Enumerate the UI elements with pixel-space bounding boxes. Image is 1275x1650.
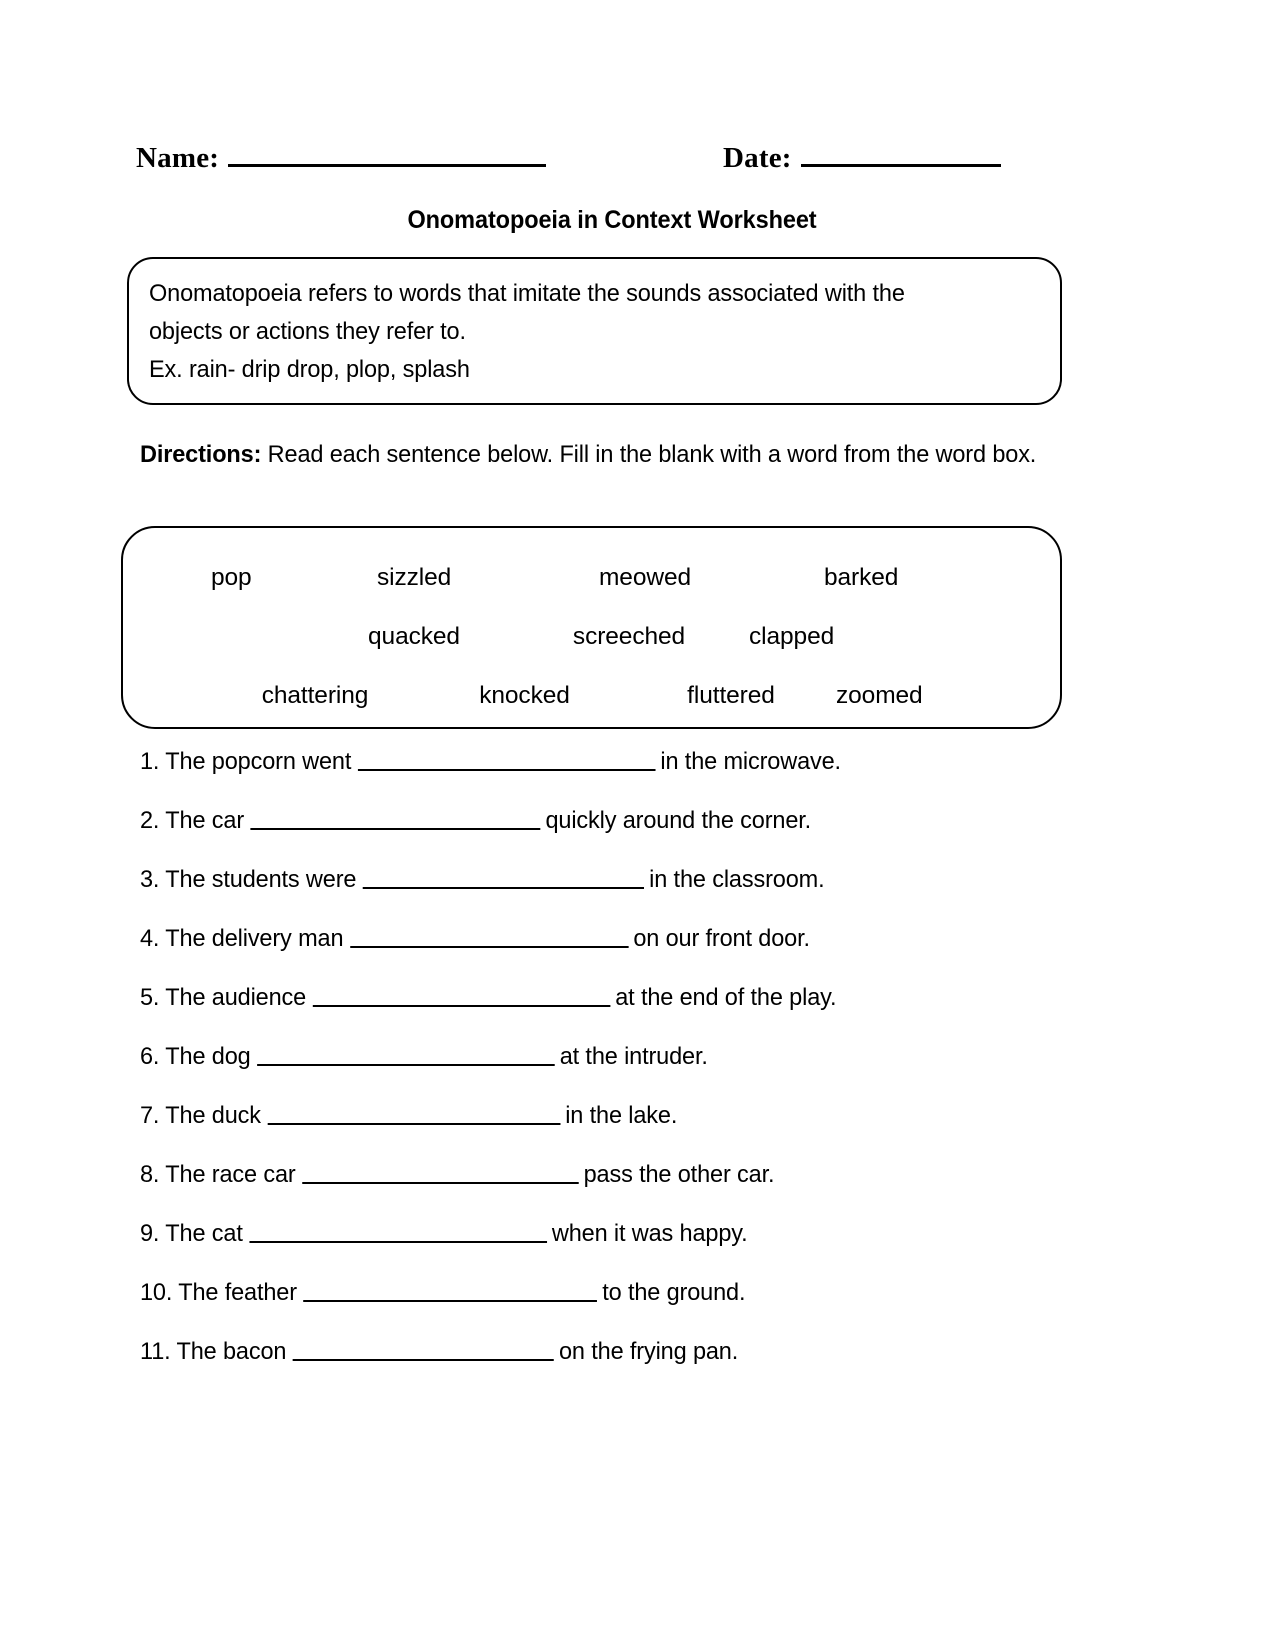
word-bank-word[interactable]: chattering: [261, 681, 369, 709]
definition-line-3: Ex. rain- drip drop, plop, splash: [149, 356, 470, 383]
student-info-header: [136, 140, 1136, 180]
question-text-after: to the ground.: [602, 1279, 746, 1306]
answer-blank[interactable]: [251, 806, 541, 830]
question-text-before: 10. The feather: [140, 1279, 297, 1306]
question-text-before: 9. The cat: [140, 1220, 243, 1247]
question-text-after: in the microwave.: [660, 748, 841, 775]
definition-line-2: objects or actions they refer to.: [149, 318, 466, 345]
question-text-after: on our front door.: [633, 925, 810, 952]
question-text-after: at the intruder.: [559, 1043, 708, 1070]
question-text-after: in the lake.: [565, 1102, 678, 1129]
word-bank-word[interactable]: meowed: [599, 563, 692, 591]
word-bank-box: [121, 526, 1062, 729]
question-item: [140, 804, 1129, 863]
question-text-before: 2. The car: [140, 807, 245, 834]
question-item: [140, 922, 1129, 981]
word-bank-word[interactable]: pop: [211, 563, 252, 591]
word-bank-word[interactable]: zoomed: [836, 681, 923, 709]
name-label: Name:: [136, 142, 220, 174]
date-label: Date:: [723, 142, 792, 174]
question-text-before: 1. The popcorn went: [140, 748, 352, 775]
word-bank-word[interactable]: clapped: [749, 622, 835, 650]
word-bank-word[interactable]: quacked: [368, 622, 460, 650]
word-bank-content: [123, 528, 1064, 731]
answer-blank[interactable]: [293, 1337, 554, 1361]
question-text-before: 5. The audience: [140, 984, 307, 1011]
definition-text: [149, 275, 1008, 389]
directions-label: Directions:: [140, 441, 262, 468]
answer-blank[interactable]: [268, 1101, 561, 1125]
question-item: [140, 1158, 1129, 1217]
directions-text: Read each sentence below. Fill in the blank with a word from the word box.: [261, 441, 1037, 468]
question-text-after: when it was happy.: [551, 1220, 748, 1247]
date-input-rule[interactable]: [801, 140, 1001, 167]
page-title: Onomatopoeia in Context Worksheet: [407, 206, 817, 234]
question-text-before: 3. The students were: [140, 866, 357, 893]
date-field-group: [723, 140, 1001, 174]
name-input-rule[interactable]: [228, 140, 546, 167]
question-text-after: pass the other car.: [583, 1161, 775, 1188]
word-bank-row: [123, 607, 1064, 666]
question-item: [140, 745, 1129, 804]
question-text-after: at the end of the play.: [615, 984, 837, 1011]
answer-blank[interactable]: [249, 1219, 547, 1243]
questions-list: [140, 745, 1170, 1394]
question-item: [140, 1040, 1129, 1099]
word-bank-word[interactable]: barked: [824, 563, 899, 591]
question-text-after: in the classroom.: [649, 866, 825, 893]
word-bank-word[interactable]: sizzled: [377, 563, 452, 591]
answer-blank[interactable]: [313, 983, 611, 1007]
question-text-before: 8. The race car: [140, 1161, 296, 1188]
definition-line-1: Onomatopoeia refers to words that imitate the sounds associated with the: [149, 280, 905, 307]
question-item: [140, 981, 1129, 1040]
name-field-group: [136, 140, 546, 174]
question-item: [140, 1276, 1129, 1335]
definition-box: [127, 257, 1062, 405]
question-item: [140, 1099, 1129, 1158]
answer-blank[interactable]: [302, 1160, 578, 1184]
question-text-before: 11. The bacon: [140, 1338, 287, 1365]
question-text-before: 4. The delivery man: [140, 925, 344, 952]
word-bank-word[interactable]: knocked: [479, 681, 570, 709]
question-item: [140, 1217, 1129, 1276]
answer-blank[interactable]: [363, 865, 644, 889]
question-item: [140, 863, 1129, 922]
answer-blank[interactable]: [304, 1278, 598, 1302]
word-bank-word[interactable]: fluttered: [687, 681, 775, 709]
question-item: [140, 1335, 1129, 1394]
answer-blank[interactable]: [350, 924, 628, 948]
question-text-before: 7. The duck: [140, 1102, 261, 1129]
answer-blank[interactable]: [257, 1042, 555, 1066]
question-text-after: on the frying pan.: [558, 1338, 739, 1365]
answer-blank[interactable]: [358, 747, 656, 771]
question-text-after: quickly around the corner.: [545, 807, 812, 834]
word-bank-word[interactable]: screeched: [572, 622, 686, 650]
directions-paragraph: [140, 434, 1062, 475]
question-text-before: 6. The dog: [140, 1043, 251, 1070]
word-bank-row: [123, 666, 1064, 725]
word-bank-row: [123, 548, 1064, 607]
